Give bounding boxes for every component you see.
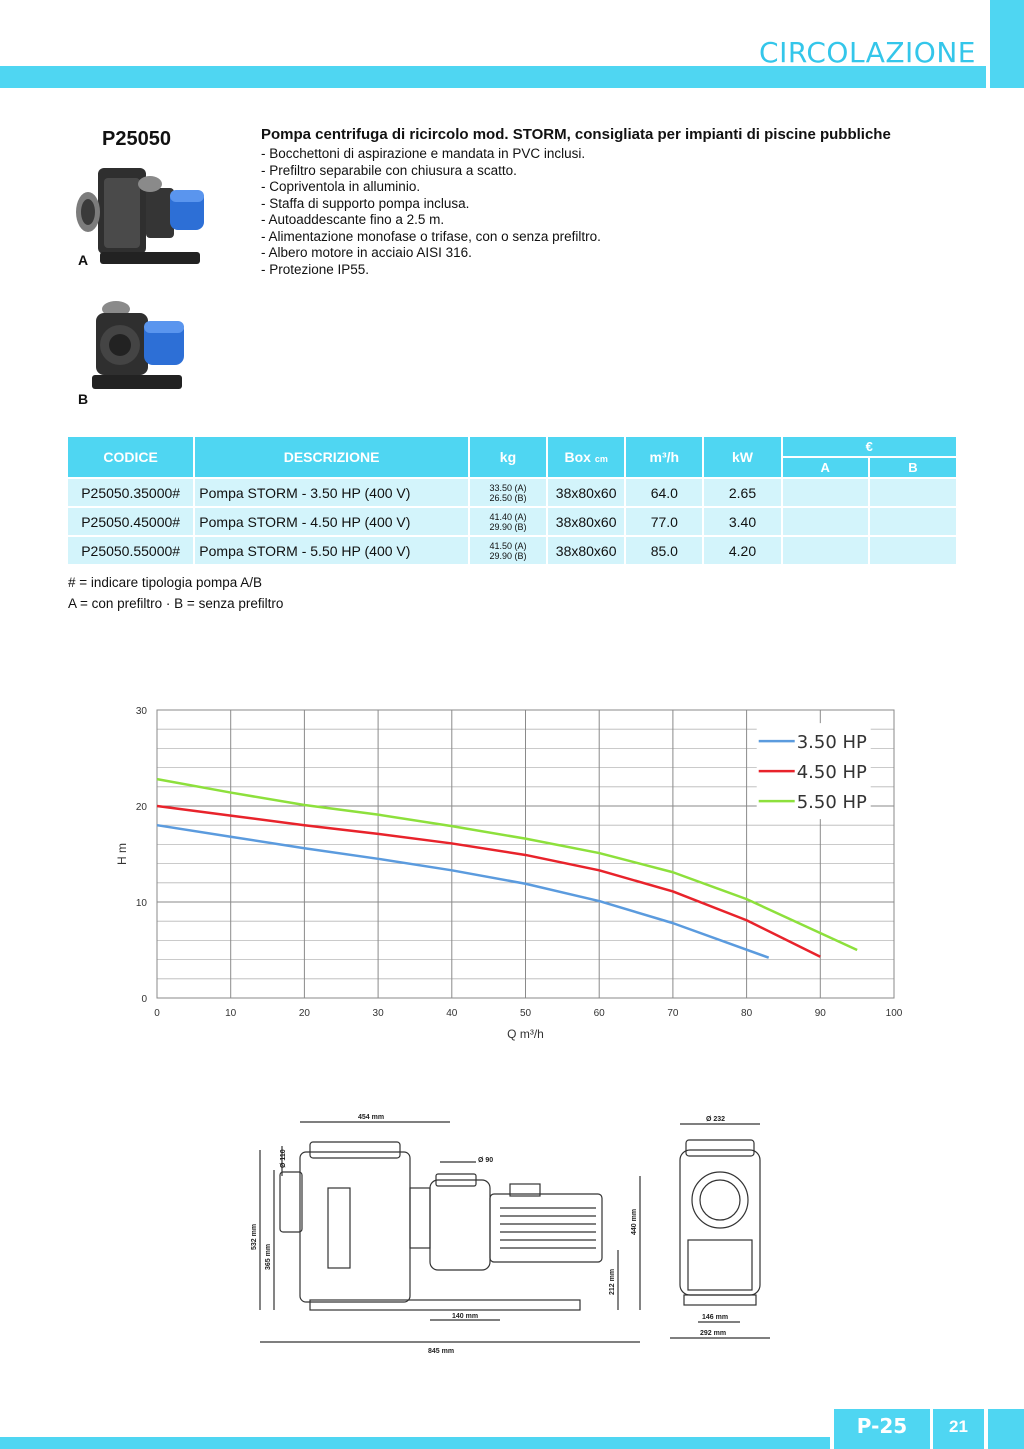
cell-kw: 3.40 xyxy=(704,508,780,535)
footer-corner-block xyxy=(988,1409,1024,1449)
dim-label: 454 mm xyxy=(358,1114,385,1121)
dim-label: 140 mm xyxy=(452,1313,479,1320)
x-tick-label: 50 xyxy=(519,1008,532,1019)
cell-desc: Pompa STORM - 4.50 HP (400 V) xyxy=(195,508,468,535)
cell-code: P25050.45000# xyxy=(68,508,193,535)
box-unit: cm xyxy=(594,454,608,464)
cell-flow: 85.0 xyxy=(626,537,702,564)
kg-b: 29.90 (B) xyxy=(489,521,527,532)
col-header-price: € xyxy=(783,437,956,456)
dim-label: 146 mm xyxy=(702,1314,729,1321)
table-row xyxy=(68,537,956,564)
x-tick-label: 100 xyxy=(885,1008,903,1019)
feature-item: - Copriventola in alluminio. xyxy=(261,179,421,194)
x-tick-label: 60 xyxy=(593,1008,605,1019)
x-tick-label: 0 xyxy=(154,1008,160,1019)
dim-label: 292 mm xyxy=(700,1330,727,1337)
footer-bar xyxy=(0,1437,830,1449)
col-header-kw: kW xyxy=(704,437,780,477)
feature-item: - Alimentazione monofase o trifase, con o senza prefiltro. xyxy=(261,228,601,244)
dim-label: 845 mm xyxy=(428,1348,455,1355)
col-header-flow: m³/h xyxy=(626,437,702,477)
col-header-box xyxy=(548,437,624,477)
cell-price-a xyxy=(783,537,868,564)
front-view-drawing xyxy=(670,1124,770,1338)
x-tick-label: 20 xyxy=(298,1008,310,1019)
y-tick-label: 10 xyxy=(135,898,147,909)
feature-item: - Prefiltro separabile con chiusura a scatto. xyxy=(261,162,517,178)
header-corner-block xyxy=(990,0,1024,88)
cell-kg xyxy=(470,508,546,535)
product-code: P25050 xyxy=(102,128,171,150)
x-tick-label: 30 xyxy=(372,1008,384,1019)
y-axis-label: H m xyxy=(115,843,129,865)
cell-price-a xyxy=(783,508,868,535)
col-header-price-a: A xyxy=(783,458,868,477)
x-tick-label: 10 xyxy=(225,1008,237,1019)
feature-item: - Bocchettoni di aspirazione e mandata in PVC inclusi. xyxy=(261,146,586,161)
kg-a: 33.50 (A) xyxy=(489,482,527,493)
product-heading: Pompa centrifuga di ricircolo mod. STORM, consigliata per impianti di piscine pubbliche xyxy=(261,126,891,143)
y-tick-label: 20 xyxy=(135,802,147,813)
kg-a: 41.50 (A) xyxy=(489,540,527,551)
dim-label: 365 mm xyxy=(265,1243,272,1270)
col-header-kg: kg xyxy=(470,437,546,477)
cell-kg xyxy=(470,479,546,506)
page-number: 21 xyxy=(933,1409,984,1449)
note-prefilter: A = con prefiltro · B = senza prefiltro xyxy=(68,596,284,611)
cell-flow: 77.0 xyxy=(626,508,702,535)
cell-price-b xyxy=(870,537,956,564)
kg-b: 29.90 (B) xyxy=(489,550,527,561)
header-bar xyxy=(0,66,986,88)
col-header-price-b: B xyxy=(870,458,956,477)
performance-chart xyxy=(100,695,920,1060)
cell-price-b xyxy=(870,508,956,535)
chart-svg xyxy=(100,695,920,1055)
x-tick-label: 40 xyxy=(446,1008,458,1019)
x-tick-label: 70 xyxy=(667,1008,679,1019)
image-b-label: B xyxy=(78,391,89,407)
dim-label: Ø 110 xyxy=(280,1149,287,1168)
side-view-drawing xyxy=(260,1122,640,1342)
cell-flow: 64.0 xyxy=(626,479,702,506)
page-reference: P-25 xyxy=(834,1409,930,1449)
dim-label: 532 mm xyxy=(251,1223,258,1250)
col-header-codice: CODICE xyxy=(68,437,193,477)
x-tick-label: 90 xyxy=(814,1008,826,1019)
legend-label: 3.50 HP xyxy=(796,732,867,754)
cell-price-a xyxy=(783,479,868,506)
dimension-drawing xyxy=(240,1110,800,1360)
dim-label: 440 mm xyxy=(631,1208,638,1235)
feature-item: - Staffa di supporto pompa inclusa. xyxy=(261,195,470,211)
cell-code: P25050.55000# xyxy=(68,537,193,564)
note-type: # = indicare tipologia pompa A/B xyxy=(68,575,263,590)
feature-item: - Autoaddescante fino a 2.5 m. xyxy=(261,212,445,227)
cell-box: 38x80x60 xyxy=(548,537,624,564)
legend-label: 4.50 HP xyxy=(796,762,867,784)
cell-desc: Pompa STORM - 5.50 HP (400 V) xyxy=(195,537,468,564)
kg-b: 26.50 (B) xyxy=(489,492,527,503)
legend-label: 5.50 HP xyxy=(796,792,867,814)
table-row xyxy=(68,479,956,506)
cell-desc: Pompa STORM - 3.50 HP (400 V) xyxy=(195,479,468,506)
cell-code: P25050.35000# xyxy=(68,479,193,506)
table-row xyxy=(68,508,956,535)
cell-box: 38x80x60 xyxy=(548,508,624,535)
spec-table-wrap xyxy=(68,435,956,566)
box-label: Box xyxy=(564,449,591,465)
kg-a: 41.40 (A) xyxy=(489,511,527,522)
section-title: CIRCOLAZIONE xyxy=(759,36,976,69)
cell-kg xyxy=(470,537,546,564)
cell-kw: 4.20 xyxy=(704,537,780,564)
feature-list xyxy=(261,146,601,278)
dim-label: Ø 232 xyxy=(706,1116,726,1123)
x-axis-label: Q m³/h xyxy=(507,1027,544,1041)
feature-item: - Albero motore in acciaio AISI 316. xyxy=(261,245,472,260)
cell-price-b xyxy=(870,479,956,506)
image-a-label: A xyxy=(78,252,89,268)
dim-label: Ø 90 xyxy=(478,1157,494,1164)
y-tick-label: 0 xyxy=(141,994,147,1005)
pump-image-b xyxy=(82,295,192,400)
dim-label: 212 mm xyxy=(609,1268,616,1295)
pump-image-a xyxy=(70,160,210,275)
y-tick-label: 30 xyxy=(135,706,147,717)
cell-kw: 2.65 xyxy=(704,479,780,506)
x-tick-label: 80 xyxy=(741,1008,753,1019)
feature-item: - Protezione IP55. xyxy=(261,261,370,277)
spec-table xyxy=(66,435,958,566)
cell-box: 38x80x60 xyxy=(548,479,624,506)
col-header-descrizione: DESCRIZIONE xyxy=(195,437,468,477)
